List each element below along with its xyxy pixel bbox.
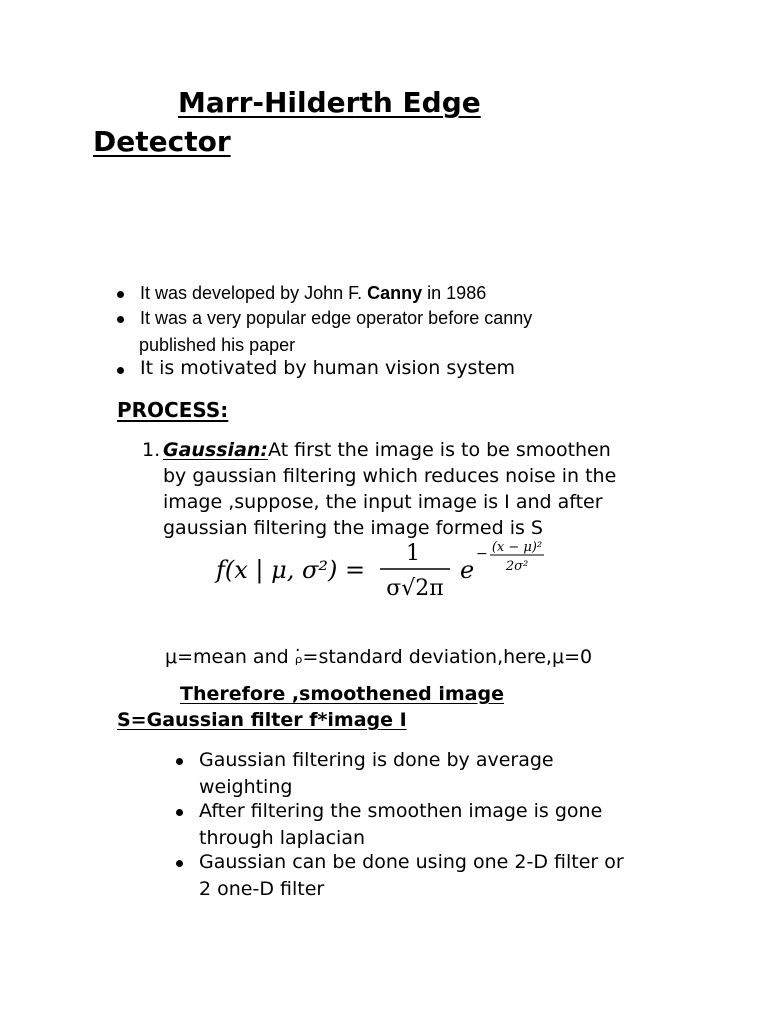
bullet-icon bbox=[117, 291, 124, 298]
therefore-line-2: S=Gaussian filter f*image I bbox=[117, 709, 407, 731]
step-line-2: by gaussian filtering which reduces noise in the bbox=[163, 465, 617, 487]
definitions-line: μ=mean and ᵨ̇=standard deviation,here,μ=0 bbox=[165, 646, 593, 668]
title-line-2: Detector bbox=[93, 125, 231, 158]
note-3-line-2: 2 one-D filter bbox=[199, 878, 325, 900]
intro-bullet-1 bbox=[140, 283, 486, 304]
formula-numerator: 1 bbox=[406, 541, 420, 566]
formula-exp-base: e bbox=[460, 556, 475, 584]
step-line-1-text: At first the image is to be smoothen bbox=[268, 439, 611, 461]
note-2-line-1: After filtering the smoothen image is gone bbox=[199, 800, 603, 822]
note-1-line-2: weighting bbox=[199, 776, 293, 798]
formula-exp-numerator: (x − μ)² bbox=[491, 540, 543, 555]
step-line-3: image ,suppose, the input image is I and after bbox=[163, 491, 603, 513]
intro-bullet-2-line-1: It was a very popular edge operator before canny bbox=[140, 308, 533, 328]
note-2-line-2: through laplacian bbox=[199, 827, 366, 849]
note-1-line-1: Gaussian filtering is done by average bbox=[199, 749, 554, 771]
intro-bullet-1-pre: It was developed by John F. bbox=[140, 283, 368, 303]
title-line-1: Marr-Hilderth Edge bbox=[178, 86, 481, 119]
intro-bullet-1-post: in 1986 bbox=[422, 283, 487, 303]
therefore-line-1: Therefore ,smoothened image bbox=[180, 683, 504, 705]
formula-exp-sign: − bbox=[476, 546, 488, 562]
formula-denominator: σ√2π bbox=[386, 576, 444, 601]
formula-exp-denominator: 2σ² bbox=[505, 559, 529, 574]
step-line-4: gaussian filtering the image formed is S bbox=[163, 517, 543, 539]
process-heading: PROCESS: bbox=[117, 398, 229, 422]
bullet-icon bbox=[176, 860, 183, 867]
gaussian-formula bbox=[210, 534, 560, 604]
intro-bullet-1-bold: Canny bbox=[367, 283, 423, 303]
step-line-1 bbox=[163, 439, 611, 461]
step-number: 1. bbox=[142, 439, 161, 461]
bullet-icon bbox=[117, 367, 124, 374]
step-label: Gaussian: bbox=[163, 439, 269, 461]
intro-bullet-2-line-2: published his paper bbox=[139, 335, 296, 355]
note-3-line-1: Gaussian can be done using one 2-D filter or bbox=[199, 851, 624, 873]
bullet-icon bbox=[117, 316, 124, 323]
formula-lhs: f(x | μ, σ²) = bbox=[216, 556, 366, 584]
intro-bullet-3: It is motivated by human vision system bbox=[140, 357, 516, 379]
bullet-icon bbox=[176, 758, 183, 765]
bullet-icon bbox=[176, 809, 183, 816]
